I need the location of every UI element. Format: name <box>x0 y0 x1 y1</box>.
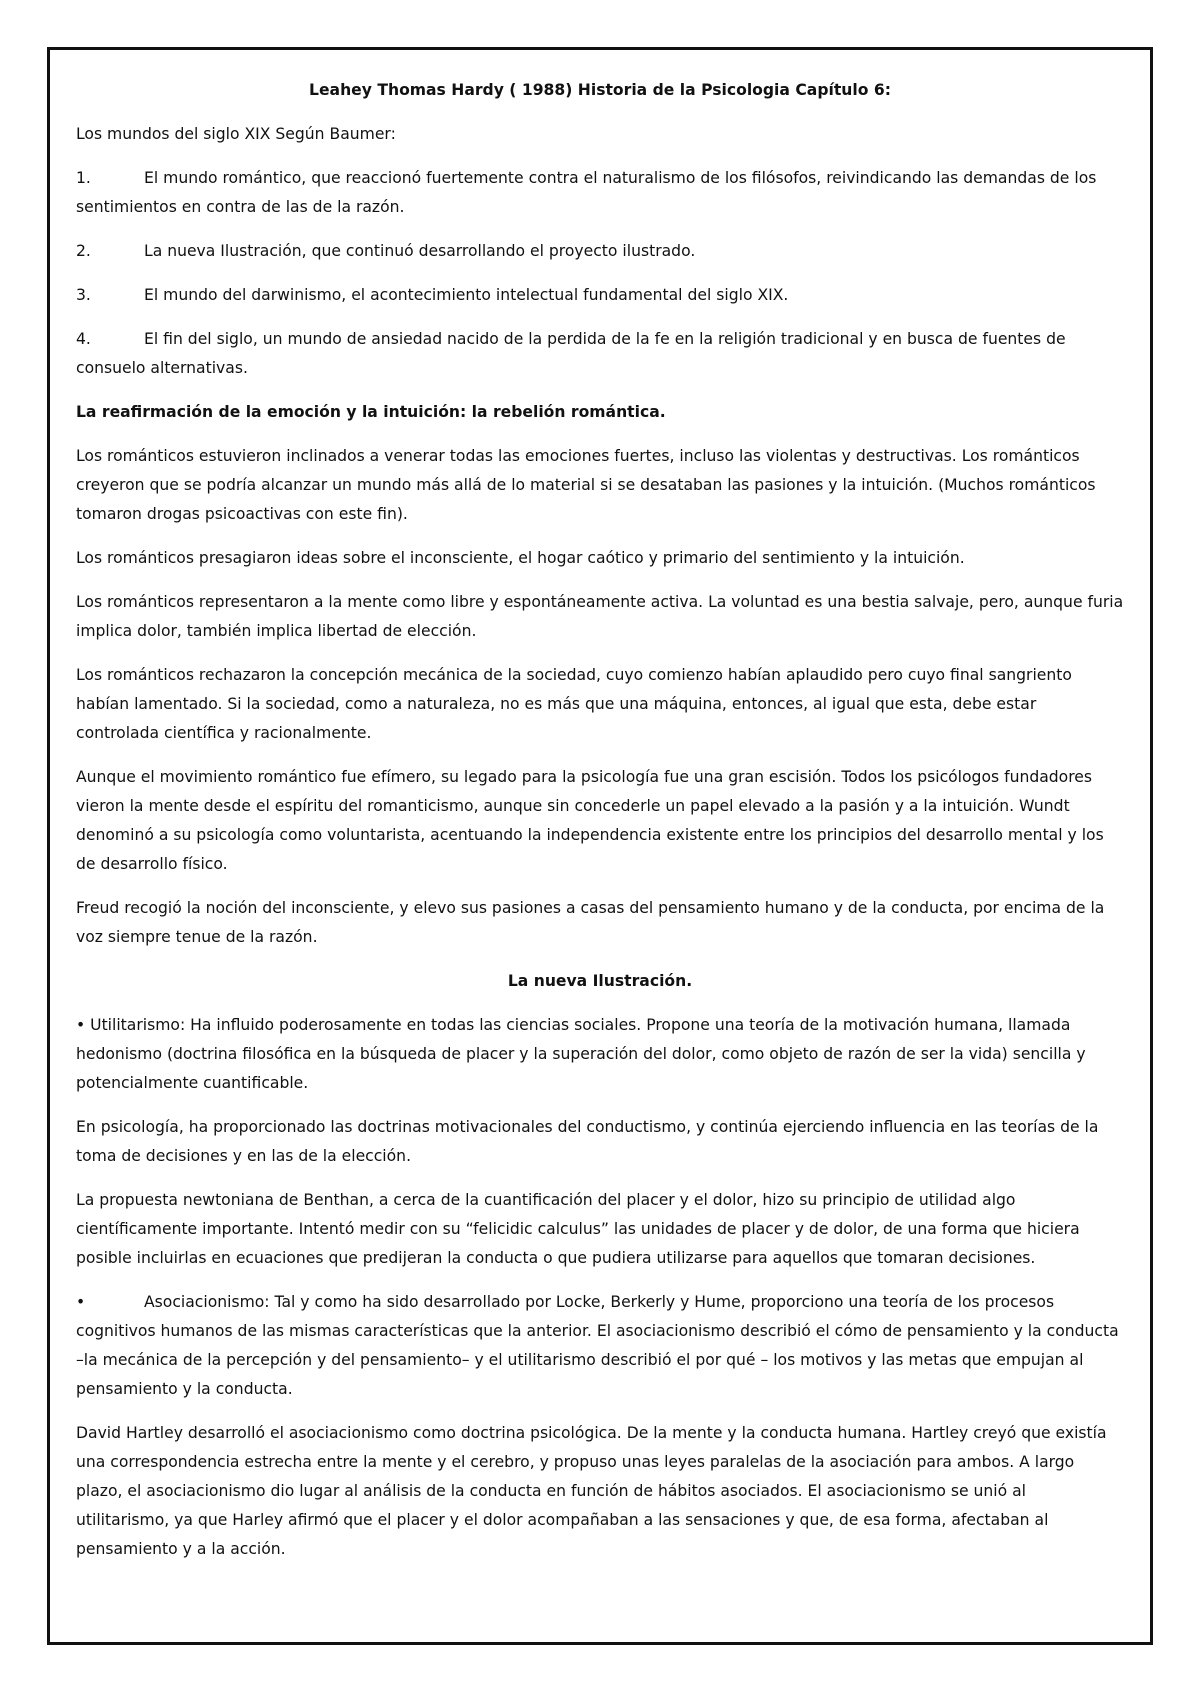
world-number: 1. <box>76 169 91 187</box>
world-item-2 <box>76 237 1124 266</box>
romantic-paragraph: Aunque el movimiento romántico fue efímero, su legado para la psicología fue una gran escisión. Todos los psicólogos fundadores vieron la mente desde el espíritu del romanticismo, aunque sin concederle un papel elevado a la pasión y a la intuición. Wundt denominó a su psicología como voluntarista, acentuando la independencia existente entre los principios del desarrollo mental y los de desarrollo físico. <box>76 768 1104 873</box>
intro-line: Los mundos del siglo XIX Según Baumer: <box>76 125 396 143</box>
world-text: El mundo del darwinismo, el acontecimiento intelectual fundamental del siglo XIX. <box>144 286 789 304</box>
bullet: • <box>76 1293 86 1311</box>
psychology-paragraph: En psicología, ha proporcionado las doctrinas motivacionales del conductismo, y continúa ejerciendo influencia en las teorías de la toma de decisiones y en las de la elección. <box>76 1118 1099 1165</box>
document-page <box>47 47 1153 1645</box>
romantic-paragraph: Los románticos estuvieron inclinados a venerar todas las emociones fuertes, incluso las violentas y destructivas. Los románticos creyeron que se podría alcanzar un mundo más allá de lo material si se desataban las pasiones y la intuición. (Muchos románticos tomaron drogas psicoactivas con este fin). <box>76 447 1096 523</box>
romantic-paragraph: Los románticos presagiaron ideas sobre el inconsciente, el hogar caótico y primario del sentimiento y la intuición. <box>76 549 965 567</box>
hartley-paragraph: David Hartley desarrolló el asociacionismo como doctrina psicológica. De la mente y la conducta humana. Hartley creyó que existía una correspondencia estrecha entre la mente y el cerebro, y propuso unas leyes paralelas de la asociación para ambos. A largo plazo, el asociacionismo dio lugar al análisis de la conducta en función de hábitos asociados. El asociacionismo se unió al utilitarismo, ya que Harley afirmó que el placer y el dolor acompañaban a las sensaciones y que, de esa forma, afectaban al pensamiento y a la acción. <box>76 1424 1107 1558</box>
world-number: 2. <box>76 242 91 260</box>
associationism-text: Asociacionismo: Tal y como ha sido desarrollado por Locke, Berkerly y Hume, proporciono una teoría de los procesos cognitivos humanos de las mismas características que la anterior. El asociacionismo describió el cómo de pensamiento y la conducta –la mecánica de la percepción y del pensamiento– y el utilitarismo describió el por qué – los motivos y las metas que empujan al pensamiento y la conducta. <box>76 1293 1119 1398</box>
world-item-4 <box>76 325 1124 383</box>
romantic-paragraph: Los románticos representaron a la mente como libre y espontáneamente activa. La voluntad es una bestia salvaje, pero, aunque furia implica dolor, también implica libertad de elección. <box>76 593 1124 640</box>
associationism-paragraph <box>76 1288 1124 1404</box>
bentham-paragraph: La propuesta newtoniana de Benthan, a cerca de la cuantificación del placer y el dolor, hizo su principio de utilidad algo científicamente importante. Intentó medir con su “felicidic calculus” las unidades de placer y de dolor, de una forma que hiciera posible incluirlas en ecuaciones que predijeran la conducta o que pudiera utilizarse para aquellos que tomaran decisiones. <box>76 1191 1080 1267</box>
world-text: El fin del siglo, un mundo de ansiedad nacido de la perdida de la fe en la religión tradicional y en busca de fuentes de consuelo alternativas. <box>76 330 1066 377</box>
utilitarianism-paragraph: • Utilitarismo: Ha influido poderosamente en todas las ciencias sociales. Propone una teoría de la motivación humana, llamada hedonismo (doctrina filosófica en la búsqueda de placer y la superación del dolor, como objeto de razón de ser la vida) sencilla y potencialmente cuantificable. <box>76 1016 1086 1092</box>
world-number: 4. <box>76 330 91 348</box>
world-number: 3. <box>76 286 91 304</box>
world-text: El mundo romántico, que reaccionó fuertemente contra el naturalismo de los filósofos, reivindicando las demandas de los sentimientos en contra de las de la razón. <box>76 169 1097 216</box>
romantic-paragraph: Freud recogió la noción del inconsciente, y elevo sus pasiones a casas del pensamiento humano y de la conducta, por encima de la voz siempre tenue de la razón. <box>76 899 1105 946</box>
romantic-heading: La reafirmación de la emoción y la intuición: la rebelión romántica. <box>76 403 666 421</box>
romantic-paragraph: Los románticos rechazaron la concepción mecánica de la sociedad, cuyo comienzo habían aplaudido pero cuyo final sangriento habían lamentado. Si la sociedad, como a naturaleza, no es más que una máquina, entonces, al igual que esta, debe estar controlada científica y racionalmente. <box>76 666 1072 742</box>
document-title: Leahey Thomas Hardy ( 1988) Historia de la Psicologia Capítulo 6: <box>309 81 891 99</box>
world-item-3 <box>76 281 1124 310</box>
world-text: La nueva Ilustración, que continuó desarrollando el proyecto ilustrado. <box>144 242 696 260</box>
world-item-1 <box>76 164 1124 222</box>
enlightenment-heading: La nueva Ilustración. <box>507 972 693 990</box>
